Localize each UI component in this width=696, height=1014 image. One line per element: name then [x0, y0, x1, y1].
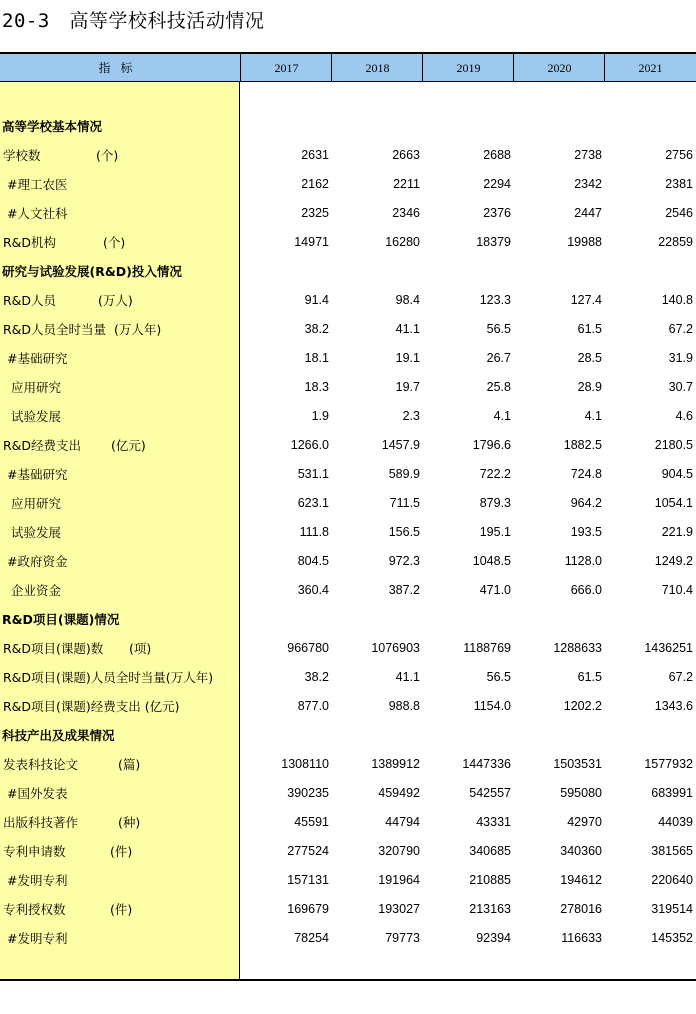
value-cell-2019: 210885 [469, 873, 511, 887]
value-cell-2018: 1457.9 [381, 438, 420, 452]
value-cell-2018: 2.3 [402, 409, 420, 423]
value-cell-2021: 1054.1 [654, 496, 693, 510]
row-label: 出版科技著作 [3, 815, 79, 830]
value-cell-2017: 169679 [287, 902, 329, 916]
value-cell-2018: 1389912 [371, 757, 420, 771]
value-cell-2021: 4.6 [675, 409, 693, 423]
value-cell-2020: 61.5 [577, 670, 602, 684]
row-label: R&D机构 [3, 235, 57, 250]
value-cell-2021: 145352 [651, 931, 693, 945]
value-cell-2019: 1048.5 [472, 554, 511, 568]
row-unit: (万人) [98, 293, 133, 308]
table-row [0, 141, 696, 170]
row-label: 专利授权数 [3, 902, 66, 917]
header-year-2019: 2019 [422, 54, 514, 82]
value-cell-2018: 589.9 [388, 467, 420, 481]
value-cell-2021: 1577932 [644, 757, 693, 771]
row-label: R&D人员全时当量 (万人年) [3, 322, 162, 337]
value-cell-2018: 16280 [385, 235, 420, 249]
value-cell-2019: 123.3 [479, 293, 511, 307]
row-unit: (项) [129, 641, 152, 656]
value-cell-2020: 61.5 [577, 322, 602, 336]
row-unit: (亿元) [111, 438, 146, 453]
value-cell-2019: 2688 [483, 148, 511, 162]
value-cell-2020: 1882.5 [563, 438, 602, 452]
value-cell-2021: 2180.5 [654, 438, 693, 452]
section-row [0, 112, 696, 141]
section-heading: R&D项目(课题)情况 [2, 612, 120, 627]
row-label: R&D项目(课题)人员全时当量(万人年) [3, 670, 214, 685]
value-cell-2020: 28.5 [577, 351, 602, 365]
value-cell-2018: 41.1 [395, 322, 420, 336]
value-cell-2021: 2546 [665, 206, 693, 220]
value-cell-2021: 44039 [658, 815, 693, 829]
row-label: 试验发展 [3, 525, 61, 540]
value-cell-2018: 156.5 [388, 525, 420, 539]
value-cell-2017: 2162 [301, 177, 329, 191]
value-cell-2020: 340360 [560, 844, 602, 858]
row-unit: (个) [96, 148, 119, 163]
value-cell-2020: 1288633 [553, 641, 602, 655]
value-cell-2019: 18379 [476, 235, 511, 249]
section-row [0, 257, 696, 286]
value-cell-2021: 67.2 [668, 322, 693, 336]
value-cell-2019: 1447336 [462, 757, 511, 771]
value-cell-2017: 1308110 [281, 757, 329, 771]
value-cell-2018: 19.1 [395, 351, 420, 365]
value-cell-2018: 711.5 [389, 496, 420, 510]
row-label: #国外发表 [3, 786, 68, 801]
value-cell-2018: 19.7 [395, 380, 420, 394]
row-unit: (个) [103, 235, 126, 250]
value-cell-2020: 116633 [561, 931, 602, 945]
table-row [0, 286, 696, 315]
value-cell-2020: 278016 [560, 902, 602, 916]
value-cell-2019: 2376 [483, 206, 511, 220]
value-cell-2019: 340685 [469, 844, 511, 858]
row-label: R&D项目(课题)数 [3, 641, 104, 656]
row-label: #发明专利 [3, 931, 68, 946]
value-cell-2017: 804.5 [297, 554, 329, 568]
table-row [0, 692, 696, 721]
value-cell-2017: 966780 [287, 641, 329, 655]
value-cell-2020: 964.2 [570, 496, 602, 510]
value-cell-2020: 1202.2 [563, 699, 602, 713]
table-header [0, 52, 696, 82]
table-row [0, 576, 696, 605]
value-cell-2018: 459492 [378, 786, 420, 800]
value-cell-2021: 31.9 [668, 351, 693, 365]
value-cell-2017: 45591 [294, 815, 329, 829]
value-cell-2018: 2346 [392, 206, 420, 220]
value-cell-2017: 360.4 [297, 583, 329, 597]
value-cell-2020: 127.4 [570, 293, 602, 307]
value-cell-2017: 877.0 [297, 699, 329, 713]
table-row [0, 489, 696, 518]
value-cell-2017: 1.9 [311, 409, 329, 423]
table-row [0, 344, 696, 373]
value-cell-2017: 2631 [301, 148, 329, 162]
value-cell-2017: 78254 [294, 931, 329, 945]
page-title [2, 6, 264, 33]
bottom-rule [0, 979, 696, 981]
value-cell-2021: 30.7 [668, 380, 693, 394]
value-cell-2019: 1154.0 [473, 699, 511, 713]
value-cell-2021: 2756 [665, 148, 693, 162]
value-cell-2017: 18.1 [304, 351, 329, 365]
table-row [0, 837, 696, 866]
value-cell-2017: 157131 [287, 873, 329, 887]
value-cell-2020: 1503531 [553, 757, 602, 771]
value-cell-2017: 91.4 [304, 293, 329, 307]
value-cell-2019: 879.3 [479, 496, 511, 510]
table-row [0, 808, 696, 837]
value-cell-2019: 542557 [469, 786, 511, 800]
value-cell-2019: 25.8 [486, 380, 511, 394]
table-number: 20-3 [2, 10, 50, 32]
value-cell-2019: 92394 [476, 931, 511, 945]
value-cell-2019: 195.1 [479, 525, 511, 539]
header-year-2018: 2018 [331, 54, 423, 82]
value-cell-2017: 531.1 [297, 467, 329, 481]
value-cell-2018: 191964 [378, 873, 420, 887]
table-row [0, 315, 696, 344]
value-cell-2019: 56.5 [486, 670, 511, 684]
section-row [0, 605, 696, 634]
value-cell-2021: 2381 [665, 177, 693, 191]
value-cell-2021: 220640 [651, 873, 693, 887]
value-cell-2017: 111.8 [299, 525, 329, 539]
header-year-2020: 2020 [513, 54, 605, 82]
row-label: 学校数 [3, 148, 41, 163]
row-label: #基础研究 [3, 467, 68, 482]
row-label: #政府资金 [3, 554, 68, 569]
row-label: R&D项目(课题)经费支出 (亿元) [3, 699, 180, 714]
value-cell-2018: 988.8 [388, 699, 420, 713]
value-cell-2018: 44794 [385, 815, 420, 829]
value-cell-2017: 2325 [301, 206, 329, 220]
value-cell-2021: 1343.6 [654, 699, 693, 713]
row-unit: (件) [110, 844, 133, 859]
row-label: 试验发展 [3, 409, 61, 424]
value-cell-2019: 213163 [469, 902, 511, 916]
value-cell-2017: 390235 [287, 786, 329, 800]
row-label: R&D人员 [3, 293, 57, 308]
value-cell-2017: 38.2 [304, 322, 329, 336]
table-row [0, 170, 696, 199]
table-row [0, 750, 696, 779]
value-cell-2020: 1128.0 [564, 554, 602, 568]
value-cell-2018: 1076903 [371, 641, 420, 655]
value-cell-2020: 2738 [574, 148, 602, 162]
value-cell-2020: 595080 [560, 786, 602, 800]
table-row [0, 866, 696, 895]
row-label: #人文社科 [3, 206, 68, 221]
value-cell-2019: 56.5 [486, 322, 511, 336]
value-cell-2018: 41.1 [395, 670, 420, 684]
row-label: 应用研究 [3, 380, 61, 395]
table-row [0, 634, 696, 663]
value-cell-2021: 904.5 [661, 467, 693, 481]
table-row [0, 431, 696, 460]
value-cell-2018: 2211 [393, 177, 420, 191]
value-cell-2019: 4.1 [493, 409, 511, 423]
table-row [0, 779, 696, 808]
value-cell-2020: 4.1 [584, 409, 602, 423]
value-cell-2020: 19988 [567, 235, 602, 249]
row-label: 企业资金 [3, 583, 61, 598]
row-label: #理工农医 [3, 177, 68, 192]
table-row [0, 228, 696, 257]
row-label: 发表科技论文 [3, 757, 79, 772]
value-cell-2020: 666.0 [570, 583, 602, 597]
value-cell-2021: 319514 [651, 902, 693, 916]
value-cell-2017: 18.3 [304, 380, 329, 394]
table-row [0, 663, 696, 692]
value-cell-2021: 22859 [658, 235, 693, 249]
table-row [0, 460, 696, 489]
value-cell-2017: 38.2 [304, 670, 329, 684]
value-cell-2021: 381565 [651, 844, 693, 858]
table-row [0, 924, 696, 953]
value-cell-2020: 194612 [560, 873, 602, 887]
value-cell-2018: 320790 [378, 844, 420, 858]
value-cell-2021: 1436251 [644, 641, 693, 655]
value-cell-2019: 2294 [483, 177, 511, 191]
value-cell-2021: 710.4 [661, 583, 693, 597]
value-cell-2018: 387.2 [388, 583, 420, 597]
value-cell-2018: 98.4 [395, 293, 420, 307]
row-label: R&D经费支出 [3, 438, 82, 453]
value-cell-2020: 193.5 [570, 525, 602, 539]
value-cell-2020: 724.8 [570, 467, 602, 481]
table-row [0, 547, 696, 576]
value-cell-2020: 2447 [574, 206, 602, 220]
value-cell-2021: 1249.2 [654, 554, 693, 568]
row-unit: (件) [110, 902, 133, 917]
header-year-2017: 2017 [240, 54, 332, 82]
value-cell-2019: 722.2 [479, 467, 511, 481]
table-row [0, 518, 696, 547]
table-row [0, 373, 696, 402]
table-row [0, 895, 696, 924]
value-cell-2021: 683991 [651, 786, 693, 800]
value-cell-2017: 1266.0 [290, 438, 329, 452]
value-cell-2019: 1796.6 [472, 438, 511, 452]
value-cell-2021: 67.2 [668, 670, 693, 684]
table-row [0, 402, 696, 431]
section-heading: 科技产出及成果情况 [2, 728, 115, 743]
value-cell-2019: 43331 [476, 815, 511, 829]
value-cell-2021: 140.8 [661, 293, 693, 307]
row-label: #基础研究 [3, 351, 68, 366]
section-heading: 研究与试验发展(R&D)投入情况 [2, 264, 182, 279]
section-heading: 高等学校基本情况 [2, 119, 103, 134]
value-cell-2020: 2342 [574, 177, 602, 191]
value-cell-2017: 14971 [294, 235, 329, 249]
value-cell-2020: 42970 [567, 815, 602, 829]
value-cell-2017: 623.1 [297, 496, 329, 510]
header-year-2021: 2021 [604, 54, 696, 82]
value-cell-2019: 26.7 [486, 351, 511, 365]
row-unit: (种) [118, 815, 141, 830]
value-cell-2020: 28.9 [577, 380, 602, 394]
row-unit: (篇) [118, 757, 141, 772]
row-label: 应用研究 [3, 496, 61, 511]
table-row [0, 199, 696, 228]
section-row [0, 721, 696, 750]
value-cell-2018: 79773 [385, 931, 420, 945]
value-cell-2019: 1188769 [463, 641, 511, 655]
value-cell-2019: 471.0 [479, 583, 511, 597]
row-label: #发明专利 [3, 873, 68, 888]
table-title: 高等学校科技活动情况 [69, 10, 265, 32]
value-cell-2017: 277524 [287, 844, 329, 858]
header-indicator: 指标 [98, 61, 143, 75]
value-cell-2018: 972.3 [388, 554, 420, 568]
value-cell-2018: 2663 [392, 148, 420, 162]
row-label: 专利申请数 [3, 844, 66, 859]
value-cell-2018: 193027 [378, 902, 420, 916]
value-cell-2021: 221.9 [661, 525, 693, 539]
